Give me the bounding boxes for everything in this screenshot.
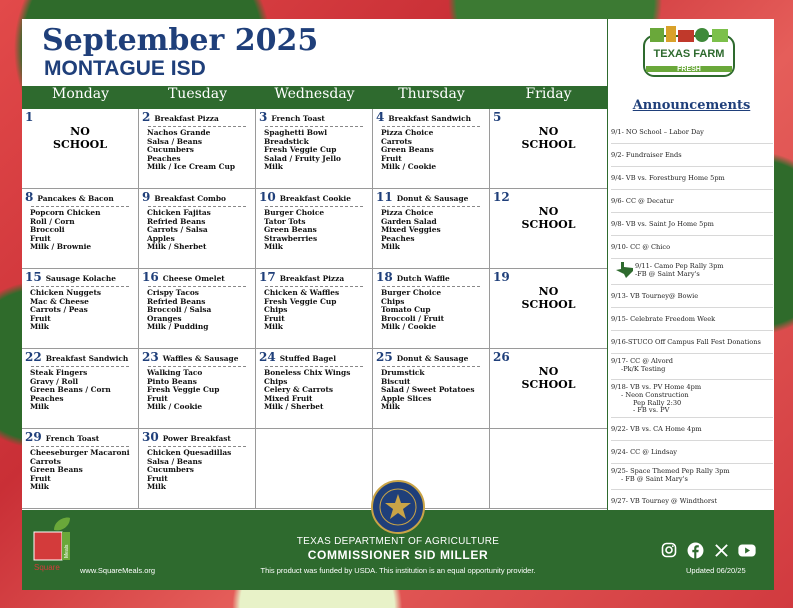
- menu-item: Strawberries: [264, 233, 318, 243]
- menu-item: Green Beans: [381, 145, 434, 155]
- menu-item: Salsa / Beans: [147, 456, 203, 466]
- divider: [382, 206, 480, 207]
- menu-item: Fruit: [264, 313, 285, 323]
- menu-item: Garden Salad: [381, 216, 437, 226]
- day-cell-header: [259, 111, 369, 124]
- divider: [148, 446, 246, 447]
- day-cell-header: [493, 271, 604, 284]
- day-number: 26: [493, 350, 510, 364]
- menu-item: Carrots: [30, 456, 61, 466]
- menu-item: Mixed Veggies: [381, 225, 441, 235]
- weekday-wednesday: Wednesday: [274, 86, 355, 102]
- menu-item: Salad / Sweet Potatoes: [381, 385, 475, 395]
- day-cell: [490, 189, 607, 269]
- day-cell-header: [259, 271, 369, 284]
- day-cell: [373, 269, 490, 349]
- announcement-line: 9/24- CC @ Lindsay: [611, 448, 678, 456]
- no-school-line: SCHOOL: [521, 378, 576, 391]
- svg-text:Square: Square: [34, 563, 60, 572]
- menu-item: Milk / Cookie: [381, 162, 437, 172]
- day-cell-header: [493, 191, 604, 204]
- announcement-line: 9/11- Camo Pep Rally 3pm: [635, 262, 724, 270]
- day-cell-header: [142, 191, 252, 204]
- day-cell: [256, 109, 373, 189]
- breakfast-title: Breakfast Sandwich: [45, 354, 129, 363]
- menu-item: Milk / Sherbet: [147, 242, 207, 252]
- menu-item: Tator Tots: [264, 216, 306, 226]
- day-number: 12: [493, 190, 510, 204]
- day-cell: [22, 109, 139, 189]
- day-cell: [490, 269, 607, 349]
- menu-item: Broccoli / Fruit: [381, 313, 445, 323]
- breakfast-title: Breakfast Cookie: [279, 194, 351, 203]
- calendar: [22, 86, 607, 510]
- day-number: 22: [25, 350, 42, 364]
- announcement-line: 9/8- VB vs. Saint Jo Home 5pm: [611, 220, 714, 228]
- no-school-line: SCHOOL: [521, 218, 576, 231]
- menu-item: Mixed Fruit: [264, 393, 313, 403]
- announcement-item: [611, 259, 773, 285]
- divider: [382, 126, 480, 127]
- divider: [382, 366, 480, 367]
- day-number: 9: [142, 190, 151, 204]
- day-number: 16: [142, 270, 159, 284]
- announcement-line: 9/16-STUCO Off Campus Fall Fest Donations: [611, 338, 761, 346]
- menu-item: Nachos Grande: [147, 128, 211, 137]
- day-cell: [373, 189, 490, 269]
- day-cell-header: [259, 351, 369, 364]
- announcements-panel: [607, 19, 774, 510]
- day-cell: [139, 349, 256, 429]
- menu-item: Burger Choice: [381, 288, 442, 297]
- menu-item: Salad / Fruity Jello: [264, 153, 341, 163]
- menu-item: Milk / Ice Cream Cup: [147, 162, 236, 172]
- announcement-line: 9/1- NO School – Labor Day: [611, 128, 704, 136]
- day-cell: [139, 189, 256, 269]
- day-cell-header: [493, 351, 604, 364]
- updated-date: Updated 06/20/25: [686, 566, 746, 575]
- menu-item: Apples: [147, 233, 175, 243]
- day-cell-header: [25, 271, 135, 284]
- no-school-line: SCHOOL: [521, 298, 576, 311]
- announcement-line: -Pk/K Testing: [621, 364, 666, 373]
- department-name: TEXAS DEPARTMENT OF AGRICULTURE: [296, 536, 500, 547]
- day-number: 18: [376, 270, 393, 284]
- day-cell: [490, 429, 607, 509]
- texas-farm-fresh-logo: [642, 26, 736, 86]
- no-school-notice: [490, 285, 607, 311]
- day-cell-header: [259, 431, 369, 444]
- menu-item: Peaches: [30, 393, 64, 403]
- menu-item: Green Beans / Corn: [30, 385, 111, 395]
- announcement-line: -FB @ Saint Mary's: [635, 269, 700, 278]
- day-number: 1: [25, 110, 34, 124]
- menu-item: Chicken & Waffles: [264, 288, 340, 297]
- calendar-grid: [22, 109, 607, 509]
- menu-item: Mac & Cheese: [30, 296, 89, 306]
- day-cell: [256, 429, 373, 509]
- weekday-thursday: Thursday: [398, 86, 465, 102]
- menu-item: Steak Fingers: [30, 368, 88, 377]
- menu-item: Broccoli / Salsa: [147, 305, 212, 315]
- announcement-line: 9/25- Space Themed Pep Rally 3pm: [611, 467, 730, 475]
- divider: [31, 446, 129, 447]
- menu-item: Milk: [30, 322, 49, 332]
- day-number: 17: [259, 270, 276, 284]
- menu-item: Carrots: [381, 136, 412, 146]
- day-number: 3: [259, 110, 268, 124]
- menu-item: Fruit: [147, 393, 168, 403]
- menu-item: Walking Taco: [147, 368, 203, 377]
- menu-item: Boneless Chix Wings: [264, 368, 351, 377]
- menu-item: Chips: [264, 376, 288, 386]
- no-school-line: NO: [538, 285, 559, 298]
- breakfast-title: Breakfast Pizza: [279, 274, 345, 283]
- menu-item: Fresh Veggie Cup: [147, 385, 220, 395]
- menu-item: Celery & Carrots: [264, 385, 334, 395]
- day-cell: [22, 269, 139, 349]
- menu-item: Milk / Cookie: [381, 322, 437, 332]
- breakfast-title: Dutch Waffle: [396, 274, 450, 283]
- menu-item: Fruit: [30, 473, 51, 483]
- weekday-friday: Friday: [525, 86, 572, 102]
- funding-statement: This product was funded by USDA. This institution is an equal opportunity provider.: [260, 566, 536, 575]
- day-number: 29: [25, 430, 42, 444]
- announcement-item: [611, 464, 773, 490]
- menu-item: Chicken Fajitas: [147, 208, 211, 217]
- announcements-title: Announcements: [632, 98, 751, 113]
- svg-text:TEXAS FARM: TEXAS FARM: [653, 48, 725, 60]
- day-cell: [256, 189, 373, 269]
- announcement-item: [611, 285, 773, 308]
- menu-item: Cucumbers: [147, 465, 194, 475]
- menu-item: Popcorn Chicken: [30, 208, 101, 217]
- announcement-item: [611, 308, 773, 331]
- menu-item: Spaghetti Bowl: [264, 128, 328, 137]
- day-number: 23: [142, 350, 159, 364]
- menu-item: Milk: [30, 402, 49, 412]
- menu-item: Apple Slices: [381, 393, 432, 403]
- menu-item: Carrots / Salsa: [147, 225, 208, 235]
- menu-item: Carrots / Peas: [30, 305, 88, 315]
- texas-state-icon: [616, 262, 634, 278]
- menu-item: Milk: [147, 482, 166, 492]
- no-school-line: SCHOOL: [521, 138, 576, 151]
- no-school-line: NO: [538, 365, 559, 378]
- menu-item: Fresh Veggie Cup: [264, 145, 337, 155]
- day-cell-header: [376, 191, 486, 204]
- no-school-line: NO: [538, 125, 559, 138]
- menu-item: Fresh Veggie Cup: [264, 296, 337, 306]
- divider: [265, 206, 363, 207]
- day-number: 5: [493, 110, 502, 124]
- announcement-item: [611, 236, 773, 259]
- menu-item: Cucumbers: [147, 145, 194, 155]
- instagram-icon[interactable]: [660, 541, 678, 559]
- breakfast-title: Breakfast Pizza: [154, 114, 219, 123]
- divider: [31, 206, 129, 207]
- menu-item: Oranges: [147, 313, 182, 323]
- announcement-item: [611, 331, 773, 354]
- day-number: 11: [376, 190, 393, 204]
- divider: [148, 206, 246, 207]
- day-cell-header: [259, 191, 369, 204]
- announcement-line: 9/27- VB Tourney @ Windthorst: [611, 497, 718, 505]
- no-school-notice: [490, 365, 607, 391]
- day-cell-header: [25, 351, 135, 364]
- day-cell: [490, 349, 607, 429]
- menu-item: Fruit: [30, 313, 51, 323]
- calendar-header: [22, 19, 607, 86]
- social-links: [660, 541, 756, 559]
- divider: [265, 126, 363, 127]
- announcement-line: - Neon Construction: [621, 390, 689, 399]
- menu-item: Milk / Cookie: [147, 402, 203, 412]
- x-icon[interactable]: [712, 541, 730, 559]
- announcement-line: 9/13- VB Tourney@ Bowie: [611, 292, 699, 300]
- announcement-item: [611, 354, 773, 380]
- day-cell: [256, 269, 373, 349]
- breakfast-title: French Toast: [271, 114, 325, 123]
- menu-item: Roll / Corn: [30, 216, 75, 226]
- breakfast-title: Breakfast Sandwich: [388, 114, 471, 123]
- day-number: 2: [142, 110, 151, 124]
- menu-item: Crispy Tacos: [147, 288, 199, 297]
- breakfast-title: Cheese Omelet: [162, 274, 225, 283]
- divider: [31, 366, 129, 367]
- announcement-line: - FB @ Saint Mary's: [621, 474, 688, 483]
- menu-item: Milk / Sherbet: [264, 402, 324, 412]
- menu-item: Green Beans: [30, 465, 83, 475]
- announcement-item: [611, 144, 773, 167]
- announcement-line: Pep Rally 2:30: [633, 398, 682, 407]
- announcement-item: [611, 190, 773, 213]
- menu-item: Drumstick: [381, 368, 425, 377]
- footer-bar: [22, 510, 774, 590]
- day-cell: [139, 429, 256, 509]
- menu-item: Chips: [264, 305, 288, 315]
- announcement-item: [611, 167, 773, 190]
- breakfast-title: Sausage Kolache: [45, 274, 116, 283]
- divider: [265, 366, 363, 367]
- day-cell: [22, 349, 139, 429]
- day-number: 15: [25, 270, 42, 284]
- announcement-item: [611, 380, 773, 418]
- day-cell: [139, 269, 256, 349]
- no-school-notice: [22, 125, 138, 151]
- announcement-item: [611, 441, 773, 464]
- divider: [382, 286, 480, 287]
- day-number: 4: [376, 110, 385, 124]
- menu-item: Biscuit: [381, 376, 411, 386]
- announcement-item: [611, 121, 773, 144]
- menu-item: Breadstick: [264, 136, 309, 146]
- menu-item: Chips: [381, 296, 405, 306]
- menu-item: Milk: [381, 402, 400, 412]
- day-cell-header: [493, 111, 604, 124]
- no-school-line: NO: [538, 205, 559, 218]
- menu-item: Milk: [381, 242, 400, 252]
- facebook-icon[interactable]: [686, 541, 704, 559]
- day-cell: [373, 109, 490, 189]
- menu-item: Refried Beans: [147, 216, 206, 226]
- no-school-line: NO: [70, 125, 90, 138]
- breakfast-title: Breakfast Combo: [154, 194, 226, 203]
- day-number: 25: [376, 350, 393, 364]
- announcements-list: [611, 121, 773, 543]
- day-number: 19: [493, 270, 510, 284]
- announcement-line: 9/18- VB vs. PV Home 4pm: [611, 383, 702, 391]
- day-cell: [490, 109, 607, 189]
- day-cell-header: [25, 431, 135, 444]
- breakfast-title: Power Breakfast: [162, 434, 231, 443]
- menu-item: Pizza Choice: [381, 128, 434, 137]
- day-cell-header: [376, 111, 486, 124]
- no-school-notice: [490, 205, 607, 231]
- weekday-monday: Monday: [52, 86, 109, 102]
- divider: [265, 286, 363, 287]
- youtube-icon[interactable]: [738, 541, 756, 559]
- day-cell-header: [25, 191, 135, 204]
- day-cell-header: [376, 271, 486, 284]
- announcement-line: 9/10- CC @ Chico: [611, 243, 671, 251]
- menu-item: Gravy / Roll: [30, 376, 79, 386]
- tda-seal-icon: [371, 480, 425, 534]
- day-cell-header: [142, 351, 252, 364]
- menu-item: Fruit: [30, 233, 51, 243]
- breakfast-title: Donut & Sausage: [396, 354, 469, 363]
- menu-item: Milk: [264, 162, 283, 172]
- menu-sheet: [22, 19, 774, 590]
- no-school-line: SCHOOL: [53, 138, 107, 151]
- breakfast-title: French Toast: [45, 434, 100, 443]
- day-cell: [139, 109, 256, 189]
- day-cell: [256, 349, 373, 429]
- menu-item: Tomato Cup: [381, 305, 431, 315]
- day-number: 10: [259, 190, 276, 204]
- day-cell-header: [25, 111, 135, 124]
- announcement-line: 9/2- Fundraiser Ends: [611, 151, 682, 159]
- day-number: 24: [259, 350, 276, 364]
- menu-item: Pinto Beans: [147, 376, 197, 386]
- announcement-line: 9/6- CC @ Decatur: [611, 197, 674, 205]
- svg-text:Meals: Meals: [64, 544, 70, 558]
- commissioner-name: COMMISSIONER SID MILLER: [307, 548, 489, 562]
- announcement-item: [611, 418, 773, 441]
- menu-item: Green Beans: [264, 225, 317, 235]
- divider: [31, 286, 129, 287]
- day-cell-header: [142, 431, 252, 444]
- breakfast-title: Donut & Sausage: [396, 194, 469, 203]
- breakfast-title: Stuffed Bagel: [279, 354, 337, 363]
- menu-item: Salsa / Beans: [147, 136, 203, 146]
- day-number: 8: [25, 190, 34, 204]
- day-cell-header: [142, 271, 252, 284]
- no-school-notice: [490, 125, 607, 151]
- announcement-line: - FB vs. PV: [633, 406, 670, 415]
- divider: [148, 366, 246, 367]
- district-name: MONTAGUE ISD: [44, 57, 206, 80]
- weekday-header-bar: [22, 86, 607, 109]
- menu-item: Milk: [30, 482, 49, 492]
- menu-item: Pizza Choice: [381, 208, 434, 217]
- announcement-line: 9/15- Celebrate Freedom Week: [611, 315, 716, 323]
- breakfast-title: Pancakes & Bacon: [37, 194, 114, 203]
- breakfast-title: Waffles & Sausage: [162, 354, 239, 363]
- announcement-line: 9/17- CC @ Alvord: [611, 357, 673, 365]
- weekday-tuesday: Tuesday: [167, 86, 228, 102]
- announcement-item: [611, 213, 773, 236]
- menu-item: Peaches: [381, 233, 415, 243]
- menu-item: Cheeseburger Macaroni: [30, 448, 130, 457]
- menu-item: Broccoli: [30, 225, 65, 235]
- announcement-line: 9/4- VB vs. Forestburg Home 5pm: [611, 174, 725, 182]
- menu-item: Milk / Brownie: [30, 242, 92, 252]
- day-number: 30: [142, 430, 159, 444]
- menu-item: Chicken Nuggets: [30, 288, 102, 297]
- day-cell: [373, 349, 490, 429]
- divider: [148, 126, 246, 127]
- day-cell-header: [493, 431, 604, 444]
- menu-item: Peaches: [147, 153, 181, 163]
- menu-item: Refried Beans: [147, 296, 206, 306]
- day-cell-header: [376, 431, 486, 444]
- menu-item: Chicken Quesadillas: [147, 448, 232, 457]
- squaremeals-url[interactable]: www.SquareMeals.org: [80, 566, 156, 575]
- menu-item: Milk: [264, 322, 283, 332]
- month-title: September 2025: [42, 23, 319, 58]
- menu-item: Fruit: [381, 153, 402, 163]
- menu-item: Burger Choice: [264, 208, 325, 217]
- day-cell-header: [142, 111, 252, 124]
- day-cell: [22, 189, 139, 269]
- announcement-line: 9/22- VB vs. CA Home 4pm: [611, 425, 702, 433]
- menu-item: Fruit: [147, 473, 168, 483]
- svg-text:FRESH: FRESH: [677, 66, 701, 73]
- menu-item: Milk / Pudding: [147, 322, 209, 332]
- divider: [148, 286, 246, 287]
- menu-item: Milk: [264, 242, 283, 252]
- day-cell: [22, 429, 139, 509]
- day-cell-header: [376, 351, 486, 364]
